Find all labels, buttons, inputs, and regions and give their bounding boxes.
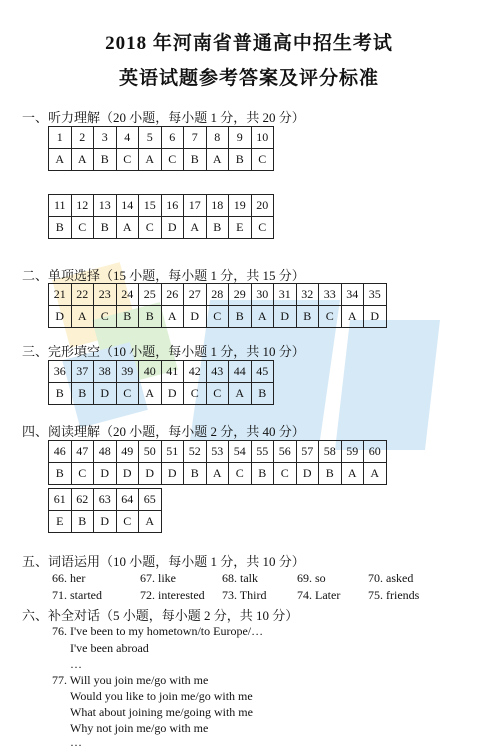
q-number: 8: [206, 127, 229, 149]
answer: A: [71, 149, 94, 171]
dialogue-line: 77. Will you join me/go with me: [52, 673, 209, 687]
table-row: [49, 441, 387, 463]
answer: B: [49, 463, 72, 485]
answer-table-36-45: [48, 360, 274, 405]
answer: B: [319, 463, 342, 485]
answer: B: [94, 149, 117, 171]
dialogue-line: What about joining me/going with me: [70, 705, 253, 719]
q-number: 11: [49, 195, 72, 217]
table-row: [49, 127, 274, 149]
q-number: 23: [94, 284, 117, 306]
q-number: 44: [229, 361, 252, 383]
table-row: [49, 463, 387, 485]
answer: B: [94, 217, 117, 239]
q-number: 55: [251, 441, 274, 463]
answer: B: [49, 383, 72, 405]
q-number: 27: [184, 284, 207, 306]
answer: C: [319, 306, 342, 328]
answer: C: [229, 463, 252, 485]
answer: A: [116, 217, 139, 239]
q-number: 52: [184, 441, 207, 463]
answer: C: [206, 383, 229, 405]
q-number: 40: [139, 361, 162, 383]
dialogue-line: 76. I've been to my hometown/to Europe/…: [52, 624, 264, 638]
answer: A: [184, 217, 207, 239]
q-number: 48: [94, 441, 117, 463]
q-number: 57: [296, 441, 319, 463]
answer: C: [251, 217, 274, 239]
answer: A: [139, 511, 162, 533]
q-number: 28: [206, 284, 229, 306]
q-number: 4: [116, 127, 139, 149]
dialogue-line: I've been abroad: [70, 641, 149, 655]
section-5-heading: 五、词语运用（10 小题，每小题 1 分，共 10 分）: [22, 554, 305, 569]
q-number: 18: [206, 195, 229, 217]
answer: E: [229, 217, 252, 239]
q-number: 46: [49, 441, 72, 463]
answer: D: [161, 463, 184, 485]
answer: C: [71, 217, 94, 239]
list-item: 70. asked: [368, 571, 414, 585]
q-number: 29: [229, 284, 252, 306]
q-number: 58: [319, 441, 342, 463]
q-number: 61: [49, 489, 72, 511]
q-number: 12: [71, 195, 94, 217]
table-row: [49, 511, 162, 533]
q-number: 19: [229, 195, 252, 217]
q-number: 3: [94, 127, 117, 149]
answer: A: [139, 149, 162, 171]
q-number: 21: [49, 284, 72, 306]
table-row: [49, 361, 274, 383]
answer: D: [161, 383, 184, 405]
answer: D: [364, 306, 387, 328]
q-number: 2: [71, 127, 94, 149]
page-subtitle: 英语试题参考答案及评分标准: [118, 68, 379, 89]
answer: D: [94, 383, 117, 405]
answer: D: [94, 463, 117, 485]
dialogue-line: Would you like to join me/go with me: [70, 689, 253, 703]
answer: A: [71, 306, 94, 328]
q-number: 45: [251, 361, 274, 383]
answer: C: [116, 149, 139, 171]
q-number: 62: [71, 489, 94, 511]
answer: D: [94, 511, 117, 533]
answer: B: [116, 306, 139, 328]
answer-table-46-60: [48, 440, 387, 485]
answer: C: [184, 383, 207, 405]
answer-table-1-10: [48, 126, 274, 171]
q-number: 53: [206, 441, 229, 463]
q-number: 35: [364, 284, 387, 306]
q-number: 60: [364, 441, 387, 463]
q-number: 9: [229, 127, 252, 149]
q-number: 34: [341, 284, 364, 306]
answer: D: [274, 306, 297, 328]
q-number: 20: [251, 195, 274, 217]
answer-table-61-65: [48, 488, 162, 533]
q-number: 56: [274, 441, 297, 463]
list-item: 74. Later: [297, 588, 341, 602]
section-2-heading: 二、单项选择（15 小题，每小题 1 分，共 15 分）: [22, 268, 305, 283]
dialogue-line: …: [70, 657, 82, 671]
table-row: [49, 383, 274, 405]
list-item: 71. started: [52, 588, 102, 602]
table-row: [49, 149, 274, 171]
q-number: 65: [139, 489, 162, 511]
q-number: 38: [94, 361, 117, 383]
answer: B: [71, 511, 94, 533]
q-number: 41: [161, 361, 184, 383]
answer: D: [116, 463, 139, 485]
q-number: 49: [116, 441, 139, 463]
section-4-heading: 四、阅读理解（20 小题，每小题 2 分，共 40 分）: [22, 424, 305, 439]
q-number: 10: [251, 127, 274, 149]
q-number: 13: [94, 195, 117, 217]
q-number: 64: [116, 489, 139, 511]
answer: B: [49, 217, 72, 239]
table-row: [49, 306, 387, 328]
q-number: 36: [49, 361, 72, 383]
q-number: 47: [71, 441, 94, 463]
answer: C: [116, 511, 139, 533]
q-number: 63: [94, 489, 117, 511]
q-number: 26: [161, 284, 184, 306]
answer: C: [206, 306, 229, 328]
answer: A: [161, 306, 184, 328]
list-item: 66. her: [52, 571, 86, 585]
answer: D: [49, 306, 72, 328]
answer-table-11-20: [48, 194, 274, 239]
q-number: 37: [71, 361, 94, 383]
answer: A: [251, 306, 274, 328]
q-number: 39: [116, 361, 139, 383]
q-number: 54: [229, 441, 252, 463]
answer: A: [364, 463, 387, 485]
section-6-heading: 六、补全对话（5 小题，每小题 2 分，共 10 分）: [22, 608, 299, 623]
answer: C: [71, 463, 94, 485]
q-number: 33: [319, 284, 342, 306]
answer: C: [94, 306, 117, 328]
answer: A: [229, 383, 252, 405]
answer: B: [184, 149, 207, 171]
q-number: 5: [139, 127, 162, 149]
q-number: 1: [49, 127, 72, 149]
q-number: 51: [161, 441, 184, 463]
table-row: [49, 284, 387, 306]
answer: B: [251, 383, 274, 405]
q-number: 24: [116, 284, 139, 306]
page-title: 2018 年河南省普通高中招生考试: [105, 33, 393, 54]
answer: E: [49, 511, 72, 533]
answer: B: [229, 149, 252, 171]
answer: D: [296, 463, 319, 485]
answer: C: [161, 149, 184, 171]
q-number: 50: [139, 441, 162, 463]
section-1-heading: 一、听力理解（20 小题，每小题 1 分，共 20 分）: [22, 110, 305, 125]
table-row: [49, 489, 162, 511]
q-number: 22: [71, 284, 94, 306]
answer: B: [139, 306, 162, 328]
list-item: 73. Third: [222, 588, 267, 602]
answer: A: [49, 149, 72, 171]
table-row: [49, 195, 274, 217]
answer-table-21-35: [48, 283, 387, 328]
q-number: 25: [139, 284, 162, 306]
answer: A: [206, 149, 229, 171]
answer: C: [251, 149, 274, 171]
answer: B: [206, 217, 229, 239]
answer: B: [251, 463, 274, 485]
answer: B: [296, 306, 319, 328]
q-number: 7: [184, 127, 207, 149]
q-number: 6: [161, 127, 184, 149]
answer: D: [139, 463, 162, 485]
q-number: 32: [296, 284, 319, 306]
q-number: 31: [274, 284, 297, 306]
answer: B: [229, 306, 252, 328]
section-3-heading: 三、完形填空（10 小题，每小题 1 分，共 10 分）: [22, 344, 305, 359]
list-item: 72. interested: [140, 588, 205, 602]
table-row: [49, 217, 274, 239]
q-number: 43: [206, 361, 229, 383]
answer: C: [116, 383, 139, 405]
list-item: 67. like: [140, 571, 176, 585]
q-number: 59: [341, 441, 364, 463]
q-number: 42: [184, 361, 207, 383]
list-item: 68. talk: [222, 571, 258, 585]
q-number: 17: [184, 195, 207, 217]
answer: A: [341, 463, 364, 485]
answer: C: [139, 217, 162, 239]
answer: B: [184, 463, 207, 485]
q-number: 30: [251, 284, 274, 306]
answer: A: [206, 463, 229, 485]
answer: A: [341, 306, 364, 328]
list-item: 69. so: [297, 571, 326, 585]
list-item: 75. friends: [368, 588, 420, 602]
q-number: 15: [139, 195, 162, 217]
answer: C: [274, 463, 297, 485]
answer: A: [139, 383, 162, 405]
answer: D: [184, 306, 207, 328]
dialogue-line: …: [70, 735, 82, 749]
q-number: 14: [116, 195, 139, 217]
answer: B: [71, 383, 94, 405]
answer: D: [161, 217, 184, 239]
dialogue-line: Why not join me/go with me: [70, 721, 209, 735]
q-number: 16: [161, 195, 184, 217]
